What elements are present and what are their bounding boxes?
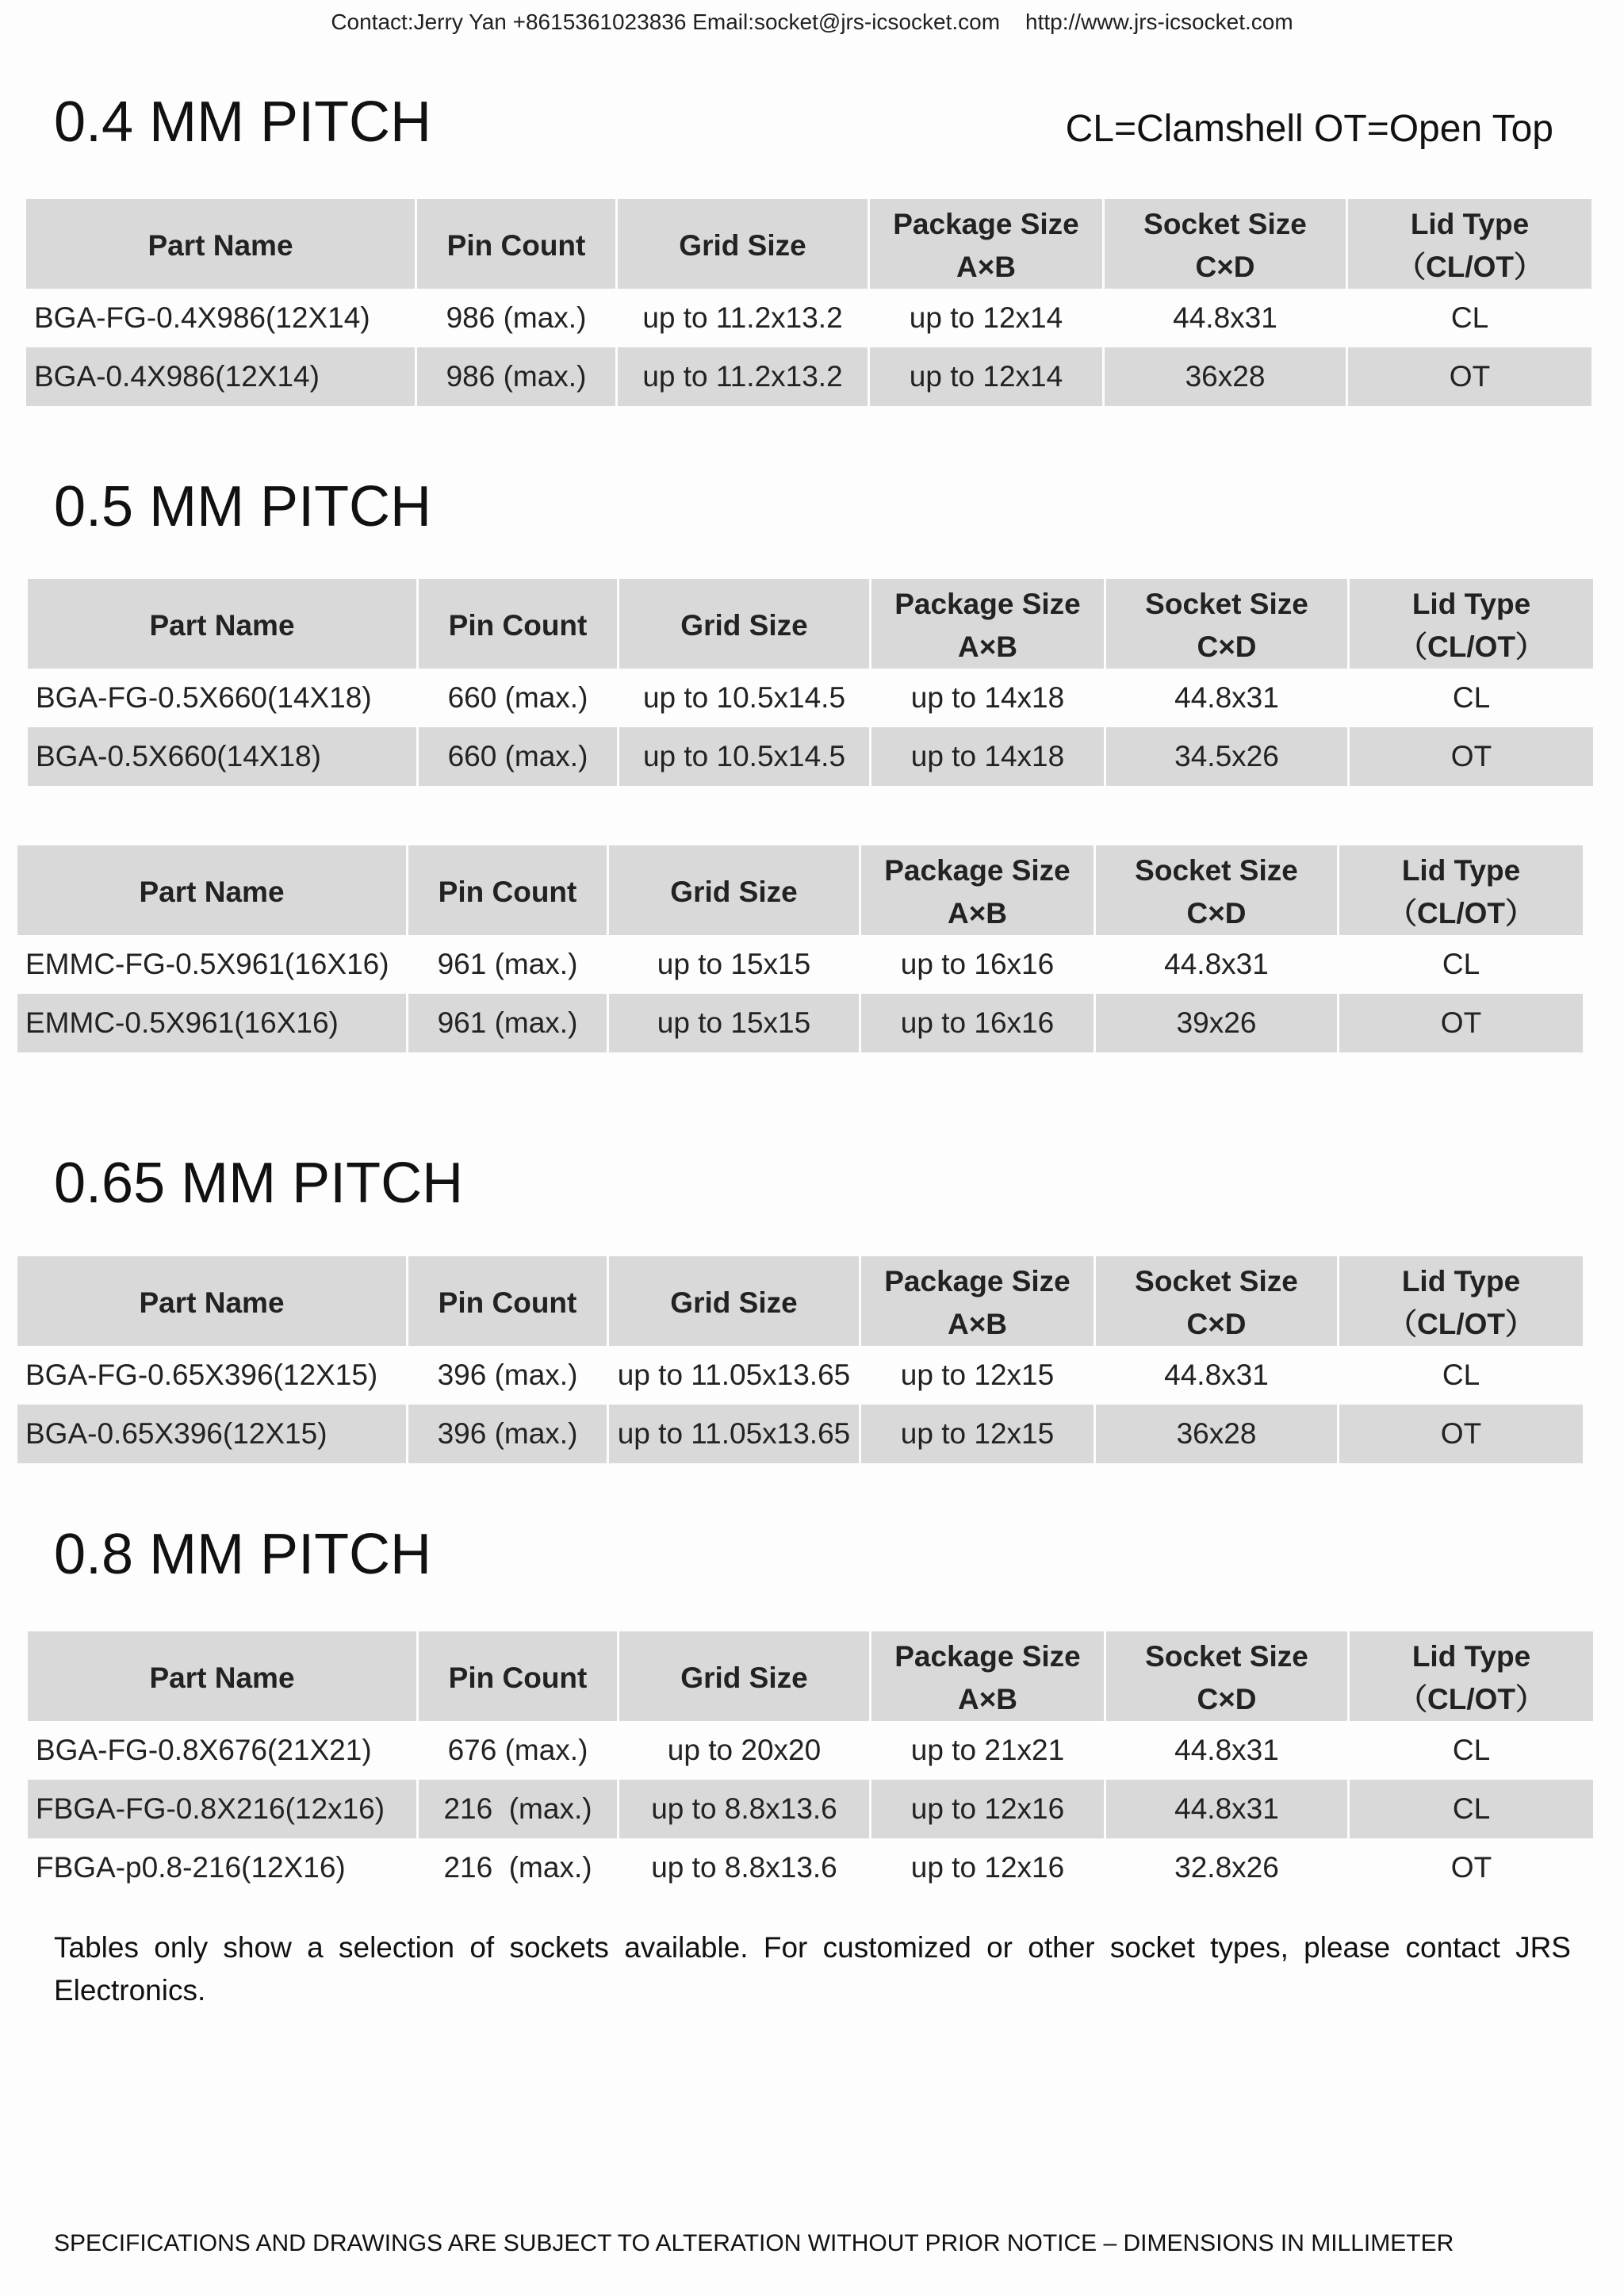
lid-type-cell: CL — [1347, 1721, 1593, 1780]
socket-size-cell: 44.8x31 — [1104, 1780, 1347, 1838]
col-header-lid-type — [1346, 199, 1591, 289]
col-header-grid-size: Grid Size — [615, 199, 868, 289]
website-url: http://www.jrs-icsocket.com — [1025, 10, 1293, 34]
col-header-socket-size-dims: C×D — [1195, 250, 1255, 283]
col-header-socket-size-label: Socket Size — [1145, 587, 1308, 620]
package-size-cell: up to 12x16 — [869, 1780, 1104, 1838]
pin-count-cell: 216 (max.) — [416, 1780, 617, 1838]
col-header-socket-size-label: Socket Size — [1135, 1264, 1298, 1297]
col-header-pin-count: Pin Count — [406, 845, 607, 935]
socket-size-cell: 44.8x31 — [1104, 669, 1347, 727]
contact-line — [0, 11, 1624, 33]
col-header-part-name: Part Name — [139, 875, 285, 908]
part-name-cell: BGA-FG-0.4X986(12X14) — [34, 301, 370, 334]
col-header-package-size-label: Package Size — [884, 1264, 1071, 1297]
col-header-grid-size: Grid Size — [607, 1256, 859, 1346]
socket-size-cell: 44.8x31 — [1094, 1346, 1337, 1405]
pin-count-cell: 986 (max.) — [415, 289, 615, 347]
col-header-package-size-dims: A×B — [956, 250, 1017, 283]
lid-type-cell: OT — [1346, 347, 1591, 406]
pin-count-cell: 676 (max.) — [416, 1721, 617, 1780]
part-name-cell: BGA-0.5X660(14X18) — [36, 740, 321, 772]
part-name-cell: BGA-0.65X396(12X15) — [25, 1417, 327, 1450]
col-header-lid-type-label: Lid Type — [1410, 207, 1530, 240]
lid-type-cell: CL — [1347, 1780, 1593, 1838]
grid-size-cell: up to 11.2x13.2 — [615, 347, 868, 406]
table-row — [17, 935, 1583, 994]
socket-table-0-4mm — [26, 199, 1591, 406]
lid-type-legend: CL=Clamshell OT=Open Top — [1065, 108, 1553, 150]
table-row — [17, 994, 1583, 1052]
col-header-lid-type-options: （CL/OT） — [1388, 896, 1534, 930]
pin-count-cell: 396 (max.) — [406, 1405, 607, 1463]
section-heading-0-4mm: 0.4 MM PITCH — [54, 90, 432, 154]
table-row — [28, 1721, 1593, 1780]
col-header-package-size — [859, 1256, 1094, 1346]
pin-count-cell: 986 (max.) — [415, 347, 615, 406]
part-name-cell: FBGA-p0.8-216(12X16) — [36, 1851, 346, 1884]
col-header-socket-size — [1104, 1631, 1347, 1721]
socket-size-cell: 32.8x26 — [1104, 1838, 1347, 1897]
socket-size-cell: 36x28 — [1094, 1405, 1337, 1463]
specifications-footer: SPECIFICATIONS AND DRAWINGS ARE SUBJECT TO ALTERATION WITHOUT PRIOR NOTICE – DIMENSIONS IN MILLIMETER — [54, 2230, 1454, 2256]
col-header-socket-size-dims: C×D — [1197, 1682, 1257, 1715]
col-header-package-size-label: Package Size — [884, 853, 1071, 887]
pin-count-cell: 961 (max.) — [406, 935, 607, 994]
grid-size-cell: up to 11.05x13.65 — [607, 1346, 859, 1405]
col-header-package-size-dims: A×B — [947, 896, 1008, 930]
grid-size-cell: up to 10.5x14.5 — [617, 669, 869, 727]
col-header-package-size-label: Package Size — [894, 1639, 1081, 1673]
col-header-part-name: Part Name — [147, 228, 293, 262]
package-size-cell: up to 21x21 — [869, 1721, 1104, 1780]
package-size-cell: up to 14x18 — [869, 727, 1104, 786]
package-size-cell: up to 16x16 — [859, 994, 1094, 1052]
part-name-cell: FBGA-FG-0.8X216(12x16) — [36, 1792, 385, 1825]
lid-type-cell: OT — [1347, 727, 1593, 786]
contact-info: Contact:Jerry Yan +8615361023836 Email:socket@jrs-icsocket.com — [331, 10, 1001, 34]
col-header-lid-type — [1347, 579, 1593, 669]
socket-table-0-8mm — [28, 1631, 1593, 1897]
col-header-socket-size — [1094, 1256, 1337, 1346]
package-size-cell: up to 14x18 — [869, 669, 1104, 727]
col-header-package-size-label: Package Size — [894, 587, 1081, 620]
col-header-pin-count: Pin Count — [416, 579, 617, 669]
table-row — [26, 347, 1591, 406]
col-header-lid-type-label: Lid Type — [1411, 587, 1531, 620]
pin-count-cell: 396 (max.) — [406, 1346, 607, 1405]
col-header-part-name: Part Name — [139, 1286, 285, 1319]
package-size-cell: up to 12x15 — [859, 1405, 1094, 1463]
col-header-lid-type — [1337, 845, 1583, 935]
grid-size-cell: up to 20x20 — [617, 1721, 869, 1780]
table-row — [28, 727, 1593, 786]
col-header-part-name: Part Name — [149, 1661, 295, 1694]
lid-type-cell: CL — [1346, 289, 1591, 347]
table-row — [28, 1780, 1593, 1838]
table-header-row — [28, 579, 1593, 669]
col-header-socket-size — [1094, 845, 1337, 935]
pin-count-cell: 660 (max.) — [416, 669, 617, 727]
lid-type-cell: CL — [1337, 935, 1583, 994]
col-header-package-size-label: Package Size — [893, 207, 1079, 240]
col-header-part-name: Part Name — [149, 608, 295, 642]
socket-size-cell: 34.5x26 — [1104, 727, 1347, 786]
col-header-lid-type-options: （CL/OT） — [1396, 250, 1543, 283]
socket-table-0-5mm-emmc — [17, 845, 1583, 1052]
col-header-socket-size-dims: C×D — [1186, 1307, 1247, 1340]
col-header-package-size-dims: A×B — [947, 1307, 1008, 1340]
col-header-package-size — [869, 1631, 1104, 1721]
lid-type-cell: OT — [1337, 1405, 1583, 1463]
col-header-pin-count: Pin Count — [406, 1256, 607, 1346]
table-header-row — [17, 1256, 1583, 1346]
col-header-lid-type-label: Lid Type — [1411, 1639, 1531, 1673]
grid-size-cell: up to 11.05x13.65 — [607, 1405, 859, 1463]
socket-size-cell: 39x26 — [1094, 994, 1337, 1052]
col-header-lid-type — [1347, 1631, 1593, 1721]
table-header-row — [17, 845, 1583, 935]
lid-type-cell: CL — [1347, 669, 1593, 727]
col-header-socket-size-label: Socket Size — [1143, 207, 1307, 240]
socket-size-cell: 44.8x31 — [1104, 1721, 1347, 1780]
package-size-cell: up to 12x14 — [868, 347, 1102, 406]
col-header-package-size — [868, 199, 1102, 289]
part-name-cell: BGA-FG-0.8X676(21X21) — [36, 1734, 372, 1766]
col-header-package-size-dims: A×B — [957, 630, 1018, 663]
col-header-socket-size — [1104, 579, 1347, 669]
table-header-row — [28, 1631, 1593, 1721]
col-header-lid-type-options: （CL/OT） — [1398, 1682, 1545, 1715]
table-row — [28, 1838, 1593, 1897]
col-header-grid-size: Grid Size — [617, 579, 869, 669]
col-header-socket-size-label: Socket Size — [1145, 1639, 1308, 1673]
col-header-lid-type-options: （CL/OT） — [1388, 1307, 1534, 1340]
col-header-package-size — [859, 845, 1094, 935]
col-header-lid-type — [1337, 1256, 1583, 1346]
grid-size-cell: up to 10.5x14.5 — [617, 727, 869, 786]
col-header-pin-count: Pin Count — [416, 1631, 617, 1721]
part-name-cell: BGA-FG-0.65X396(12X15) — [25, 1359, 378, 1391]
socket-size-cell: 36x28 — [1102, 347, 1346, 406]
col-header-socket-size-dims: C×D — [1197, 630, 1257, 663]
part-name-cell: BGA-0.4X986(12X14) — [34, 360, 320, 393]
table-row — [17, 1405, 1583, 1463]
grid-size-cell: up to 8.8x13.6 — [617, 1780, 869, 1838]
col-header-lid-type-label: Lid Type — [1401, 1264, 1521, 1297]
col-header-pin-count: Pin Count — [415, 199, 615, 289]
col-header-socket-size-label: Socket Size — [1135, 853, 1298, 887]
col-header-socket-size — [1102, 199, 1346, 289]
col-header-socket-size-dims: C×D — [1186, 896, 1247, 930]
package-size-cell: up to 12x16 — [869, 1838, 1104, 1897]
table-row — [17, 1346, 1583, 1405]
package-size-cell: up to 12x14 — [868, 289, 1102, 347]
package-size-cell: up to 12x15 — [859, 1346, 1094, 1405]
socket-table-0-65mm — [17, 1256, 1583, 1463]
col-header-package-size-dims: A×B — [957, 1682, 1018, 1715]
lid-type-cell: OT — [1337, 994, 1583, 1052]
package-size-cell: up to 16x16 — [859, 935, 1094, 994]
availability-note: Tables only show a selection of sockets available. For customized or other socket types, please contact JRS Electronics. — [54, 1931, 1571, 2007]
pin-count-cell: 216 (max.) — [416, 1838, 617, 1897]
grid-size-cell: up to 15x15 — [607, 994, 859, 1052]
section-heading-0-5mm: 0.5 MM PITCH — [54, 475, 432, 539]
table-row — [26, 289, 1591, 347]
section-heading-0-8mm: 0.8 MM PITCH — [54, 1523, 432, 1586]
part-name-cell: EMMC-0.5X961(16X16) — [25, 1006, 339, 1039]
col-header-lid-type-options: （CL/OT） — [1398, 630, 1545, 663]
grid-size-cell: up to 8.8x13.6 — [617, 1838, 869, 1897]
part-name-cell: EMMC-FG-0.5X961(16X16) — [25, 948, 389, 980]
col-header-grid-size: Grid Size — [607, 845, 859, 935]
socket-size-cell: 44.8x31 — [1102, 289, 1346, 347]
grid-size-cell: up to 11.2x13.2 — [615, 289, 868, 347]
grid-size-cell: up to 15x15 — [607, 935, 859, 994]
socket-table-0-5mm-bga — [28, 579, 1593, 786]
col-header-lid-type-label: Lid Type — [1401, 853, 1521, 887]
socket-size-cell: 44.8x31 — [1094, 935, 1337, 994]
part-name-cell: BGA-FG-0.5X660(14X18) — [36, 681, 372, 714]
pin-count-cell: 660 (max.) — [416, 727, 617, 786]
lid-type-cell: OT — [1347, 1838, 1593, 1897]
col-header-package-size — [869, 579, 1104, 669]
lid-type-cell: CL — [1337, 1346, 1583, 1405]
table-row — [28, 669, 1593, 727]
pin-count-cell: 961 (max.) — [406, 994, 607, 1052]
col-header-grid-size: Grid Size — [617, 1631, 869, 1721]
section-heading-0-65mm: 0.65 MM PITCH — [54, 1152, 464, 1215]
table-header-row — [26, 199, 1591, 289]
